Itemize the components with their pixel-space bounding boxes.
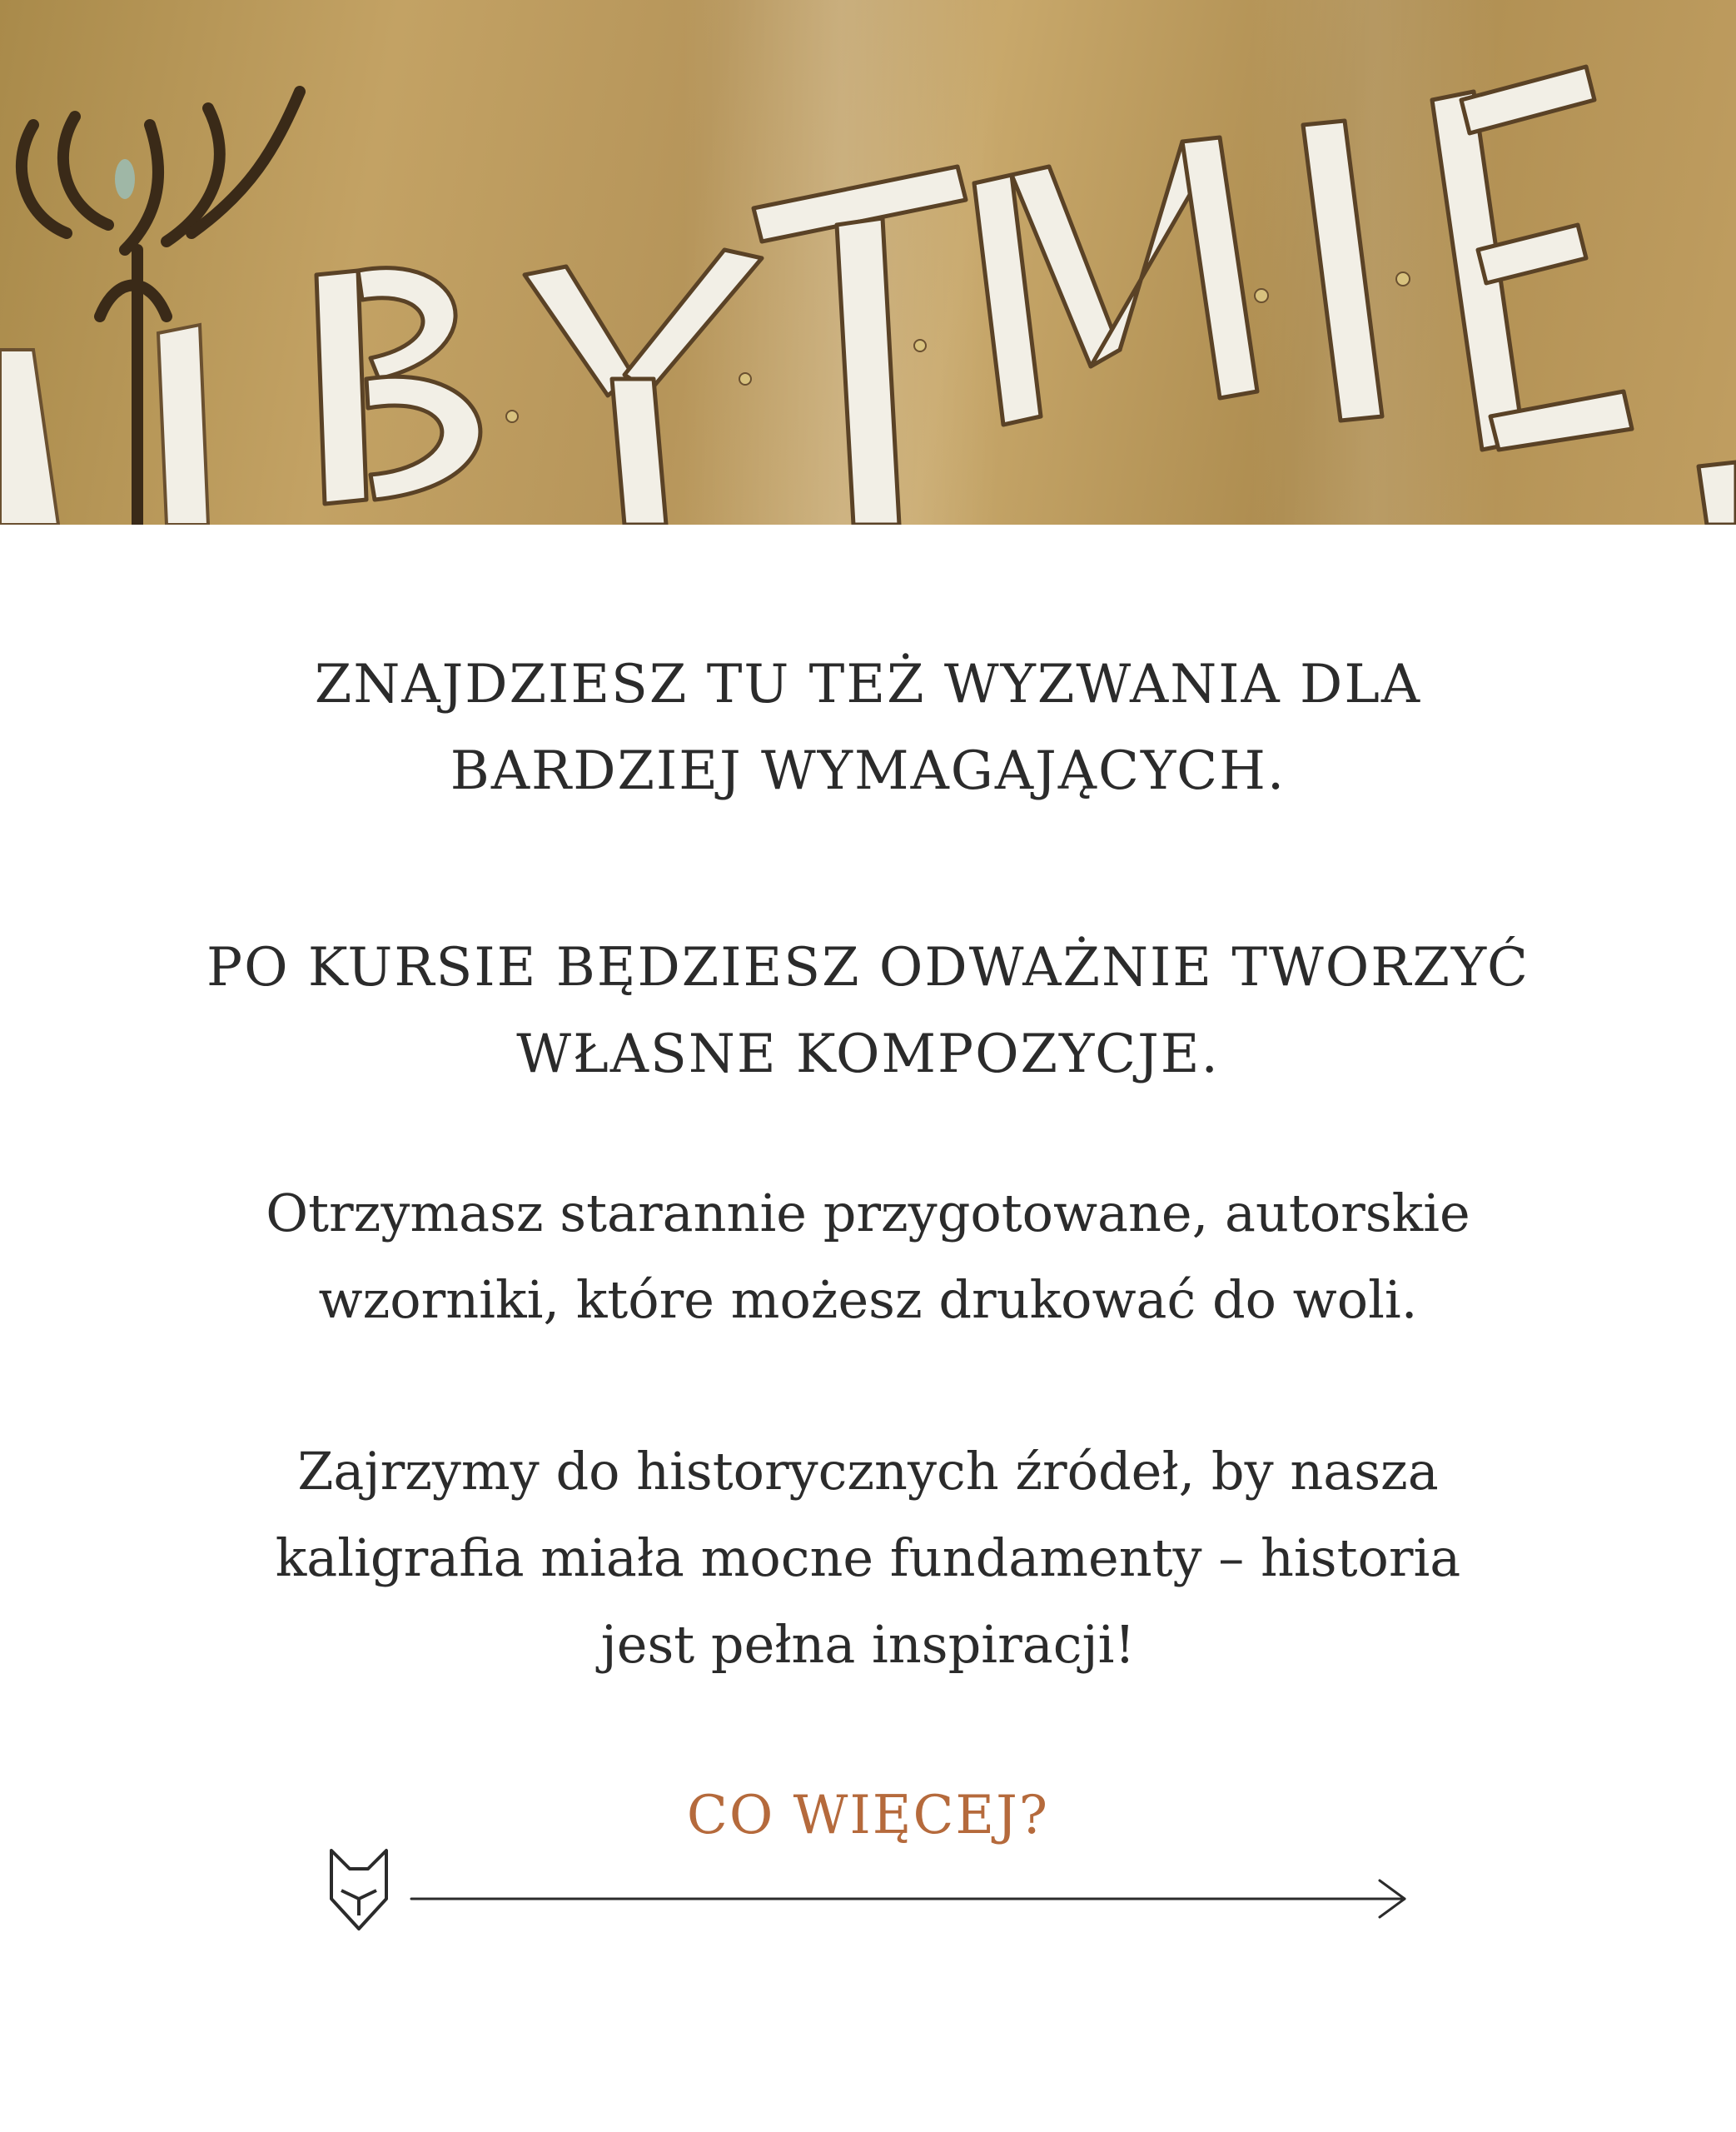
paragraph-line: WŁASNE KOMPOZYCJE. (516, 1024, 1220, 1085)
paragraph-history (0, 1428, 1736, 1688)
paragraph-line: kaligrafia miała mocne fundamenty – historia (275, 1527, 1461, 1588)
hero-image (0, 0, 1736, 525)
paragraph-challenges (0, 641, 1736, 814)
paragraph-line: ZNAJDZIESZ TU TEŻ WYZWANIA DLA (314, 654, 1422, 715)
hero-lettering (316, 67, 1736, 525)
hero-lettering-illustration (0, 0, 1736, 525)
flourish-ornament (22, 92, 300, 525)
fox-head-icon (328, 1847, 390, 1932)
paragraph-line: Otrzymasz starannie przygotowane, autorskie (266, 1183, 1470, 1243)
paragraph-line: Zajrzymy do historycznych źródeł, by nasza (297, 1441, 1439, 1502)
paragraph-line: jest pełna inspiracji! (600, 1614, 1136, 1675)
paragraph-line: BARDZIEJ WYMAGAJĄCYCH. (450, 740, 1286, 802)
arrow-right-icon[interactable] (410, 1874, 1409, 1924)
paragraph-line: wzorniki, które możesz drukować do woli. (318, 1269, 1418, 1330)
paragraph-templates (0, 1170, 1736, 1343)
paragraph-line: PO KURSIE BĘDZIESZ ODWAŻNIE TWORZYĆ (206, 937, 1530, 999)
more-heading[interactable]: CO WIĘCEJ? (686, 1785, 1050, 1846)
paragraph-compositions (0, 924, 1736, 1098)
